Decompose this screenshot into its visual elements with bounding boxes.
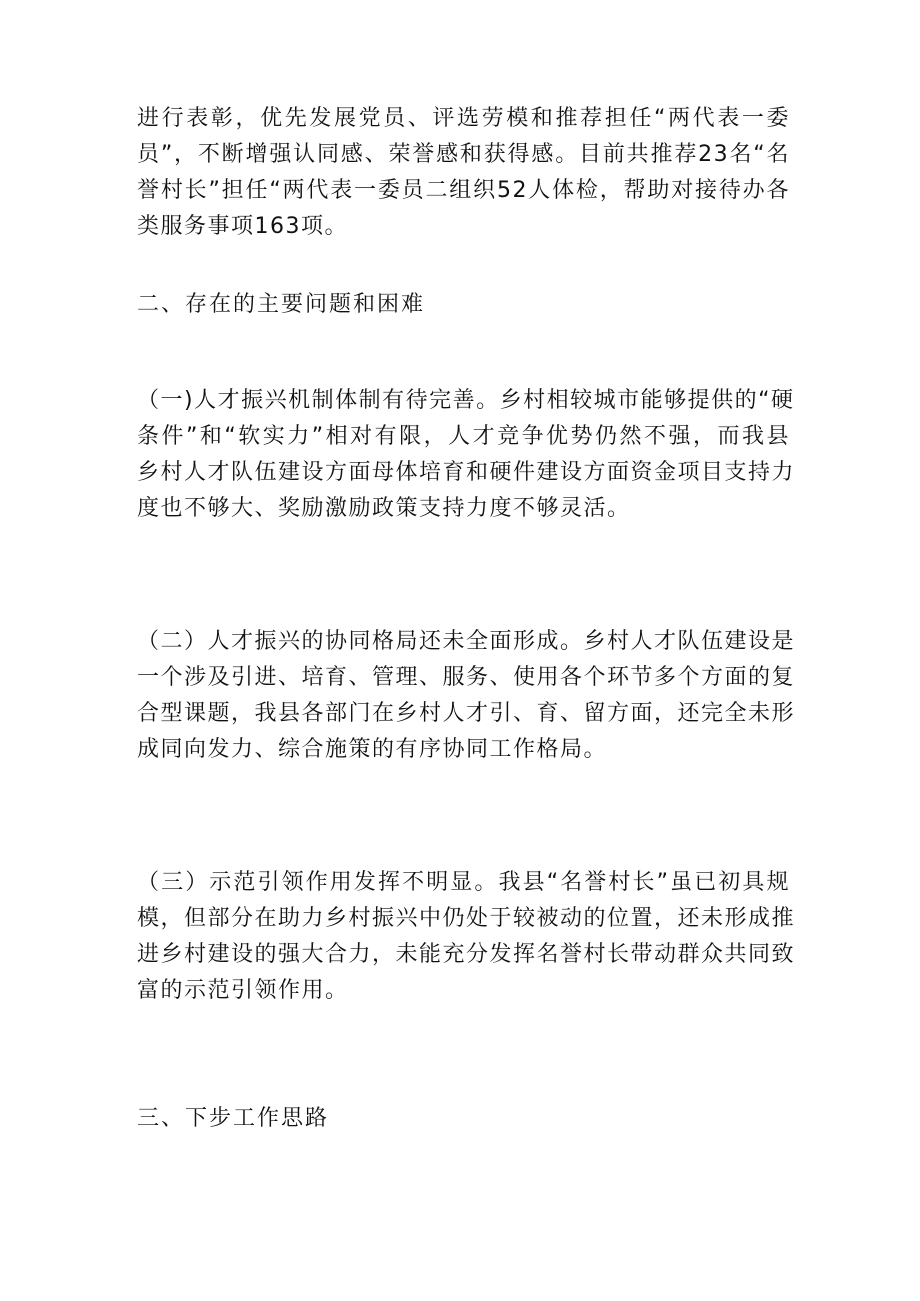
paragraph-line: 员”，不断增强认同感、荣誉感和获得感。目前共推荐23名“名 [137, 142, 790, 167]
paragraph-line: 进乡村建设的强大合力，未能充分发挥名誉村长带动群众共同致 [137, 942, 796, 967]
section-heading: 二、存在的主要问题和困难 [137, 292, 426, 317]
paragraph-line: （二）人才振兴的协同格局还未全面形成。乡村人才队伍建设是 [137, 629, 796, 654]
problem-paragraph-3 [137, 865, 796, 1009]
paragraph-line: 乡村人才队伍建设方面母体培育和硬件建设方面资金项目支持力 [137, 460, 796, 485]
paragraph-line: 条件”和“软实力”相对有限，人才竞争优势仍然不强，而我县 [137, 424, 790, 449]
intro-paragraph [137, 101, 790, 245]
section-three-heading [137, 1101, 790, 1137]
paragraph-line: 度也不够大、奖励激励政策支持力度不够灵活。 [137, 496, 631, 521]
problem-paragraph-1 [137, 383, 796, 527]
paragraph-line: （一)人才振兴机制体制有待完善。乡村相较城市能够提供的“硬 [137, 388, 795, 413]
paragraph-line: 一个涉及引进、培育、管理、服务、使用各个环节多个方面的复 [137, 665, 796, 690]
section-two-heading [137, 287, 790, 323]
paragraph-line: 类服务事项163项。 [137, 214, 348, 239]
paragraph-line: 合型课题，我县各部门在乡村人才引、育、留方面，还完全未形 [137, 701, 796, 726]
paragraph-line: 誉村长”担任“两代表一委员二组织52人体检，帮助对接待办各 [137, 178, 790, 203]
paragraph-line: 成同向发力、综合施策的有序协同工作格局。 [137, 737, 608, 762]
paragraph-line: 进行表彰，优先发展党员、评选劳模和推荐担任“两代表一委 [137, 106, 790, 131]
paragraph-line: 模，但部分在助力乡村振兴中仍处于较被动的位置，还未形成推 [137, 906, 796, 931]
paragraph-line: （三）示范引领作用发挥不明显。我县“名誉村长”虽已初具规 [137, 870, 791, 895]
problem-paragraph-2 [137, 624, 796, 768]
paragraph-line: 富的示范引领作用。 [137, 978, 349, 1003]
section-heading: 三、下步工作思路 [137, 1106, 330, 1131]
